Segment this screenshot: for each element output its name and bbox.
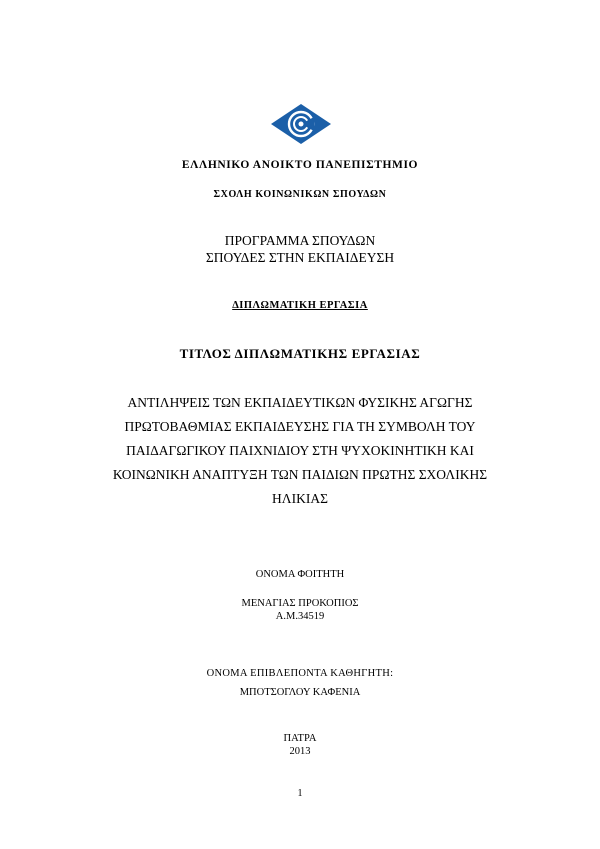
year: 2013 (289, 746, 311, 757)
thesis-title-label: ΤΙΤΛΟΣ ΔΙΠΛΩΜΑΤΙΚΗΣ ΕΡΓΑΣΙΑΣ (179, 346, 421, 361)
place: ΠΑΤΡΑ (283, 733, 317, 744)
thesis-label: ΔΙΠΛΩΜΑΤΙΚΗ ΕΡΓΑΣΙΑ (232, 300, 368, 311)
program-subtitle: ΣΠΟΥΔΕΣ ΣΤΗΝ ΕΚΠΑΙΔΕΥΣΗ (205, 250, 395, 265)
program-title: ΠΡΟΓΡΑΜΜΑ ΣΠΟΥΔΩΝ (224, 233, 376, 248)
supervisor-label: ΟΝΟΜΑ ΕΠΙΒΛΕΠΟΝΤΑ ΚΑΘΗΓΗΤΗ: (206, 668, 394, 679)
thesis-title-line-5: ΗΛΙΚΙΑΣ (272, 491, 328, 506)
university-name: ΕΛΛΗΝΙΚΟ ΑΝΟΙΚΤΟ ΠΑΝΕΠΙΣΤΗΜΙΟ (181, 159, 419, 171)
page-number: 1 (297, 788, 303, 799)
school-name: ΣΧΟΛΗ ΚΟΙΝΩΝΙΚΩΝ ΣΠΟΥΔΩΝ (213, 189, 387, 200)
student-id: Α.Μ.34519 (275, 611, 325, 622)
thesis-title-line-1: ΑΝΤΙΛΗΨΕΙΣ ΤΩΝ ΕΚΠΑΙΔΕΥΤΙΚΩΝ ΦΥΣΙΚΗΣ ΑΓΩΓΗΣ (127, 395, 473, 410)
student-label: ΟΝΟΜΑ ΦΟΙΤΗΤΗ (255, 569, 345, 580)
student-name: ΜΕΝΑΓΙΑΣ ΠΡΟΚΟΠΙΟΣ (241, 598, 359, 609)
thesis-title-line-2: ΠΡΩΤΟΒΑΘΜΙΑΣ ΕΚΠΑΙΔΕΥΣΗΣ ΓΙΑ ΤΗ ΣΥΜΒΟΛΗ ΤΟΥ (124, 419, 476, 434)
university-emblem-icon (270, 103, 332, 145)
supervisor-name: ΜΠΟΤΣΟΓΛΟΥ ΚΑΦΕΝΙΑ (239, 687, 361, 698)
thesis-title-line-4: ΚΟΙΝΩΝΙΚΗ ΑΝΑΠΤΥΞΗ ΤΩΝ ΠΑΙΔΙΩΝ ΠΡΩΤΗΣ ΣΧΟΛΙΚΗΣ (112, 467, 488, 482)
thesis-title-line-3: ΠΑΙΔΑΓΩΓΙΚΟΥ ΠΑΙΧΝΙΔΙΟΥ ΣΤΗ ΨΥΧΟΚΙΝΗΤΙΚΗ ΚΑΙ (126, 443, 474, 458)
